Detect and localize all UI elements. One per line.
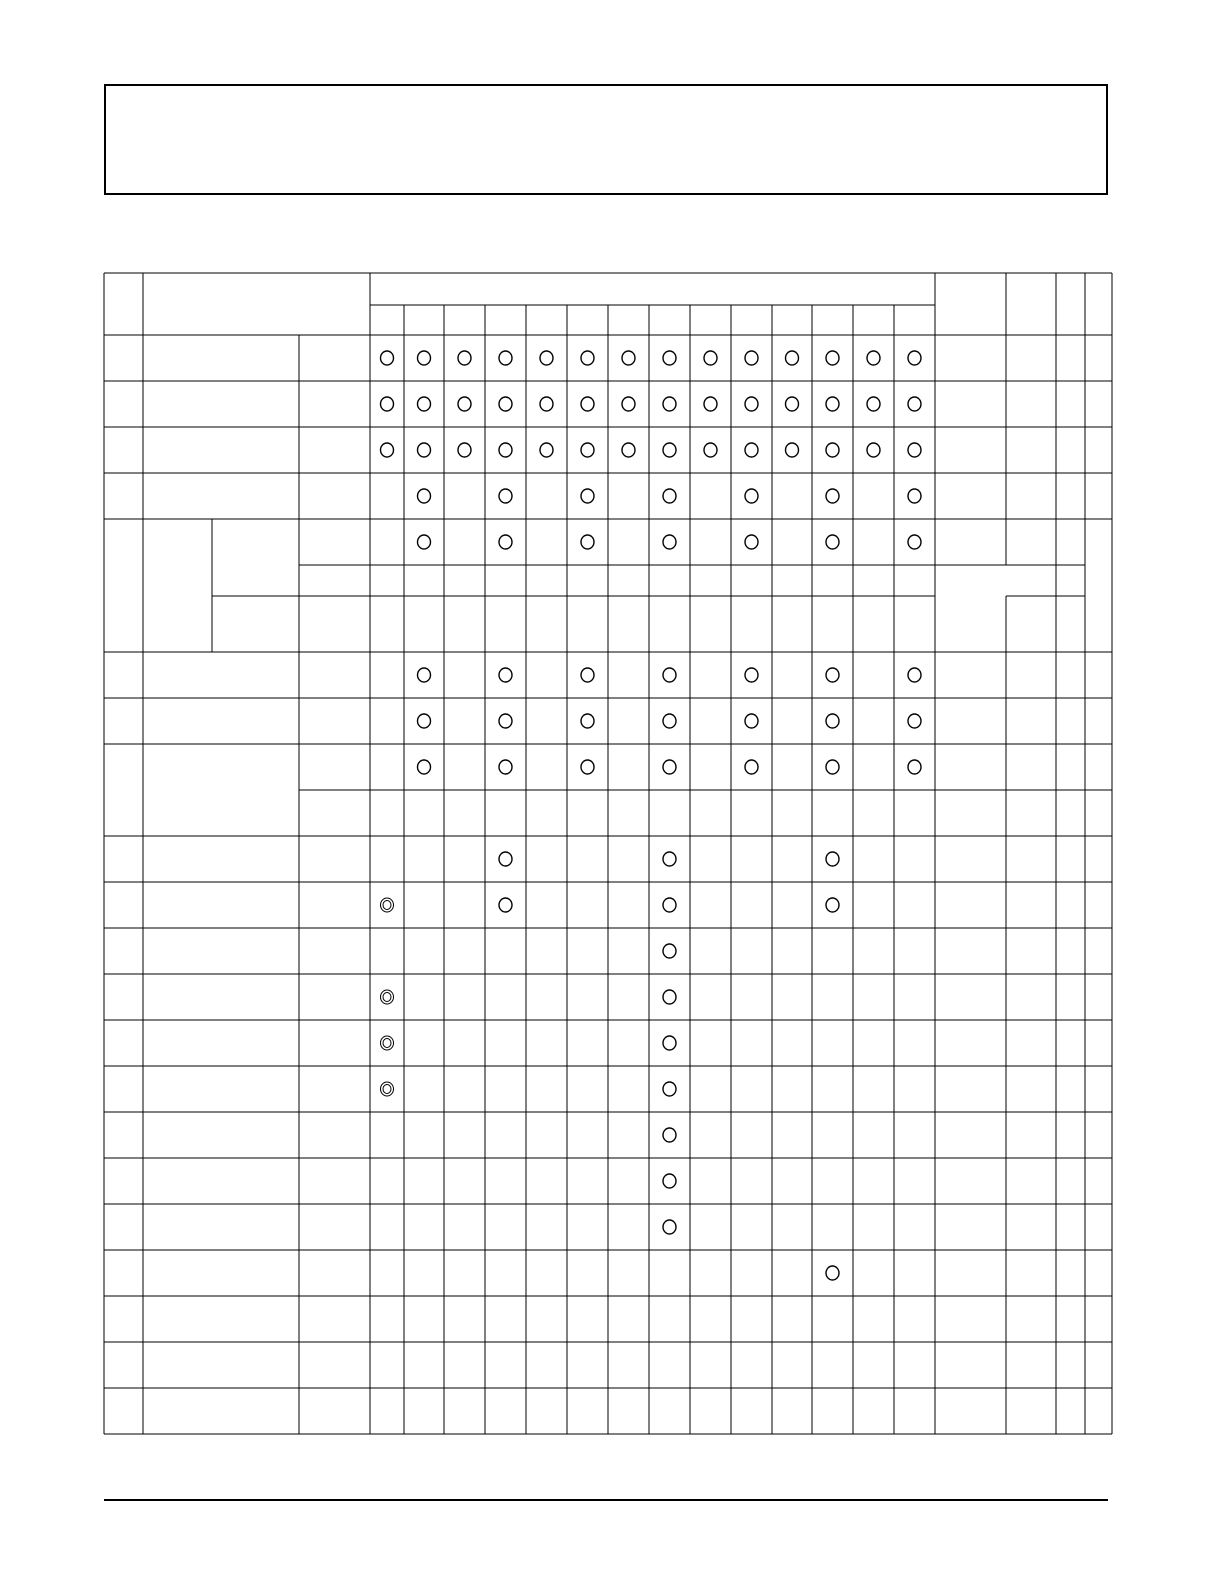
circle-mark	[663, 944, 676, 958]
circle-mark	[908, 668, 921, 682]
circle-mark	[540, 351, 553, 365]
circle-mark	[704, 397, 717, 411]
circle-mark	[663, 397, 676, 411]
circle-mark	[458, 397, 471, 411]
circle-mark	[581, 714, 594, 728]
circle-mark	[663, 668, 676, 682]
circle-mark	[418, 535, 431, 549]
circle-mark	[540, 443, 553, 457]
circle-mark	[908, 443, 921, 457]
table-marks	[381, 351, 922, 1280]
circle-mark	[745, 489, 758, 503]
circle-mark	[581, 535, 594, 549]
circle-mark	[908, 397, 921, 411]
circle-mark	[622, 397, 635, 411]
circle-mark	[786, 443, 799, 457]
circle-mark	[622, 351, 635, 365]
circle-mark	[622, 443, 635, 457]
circle-mark	[663, 1082, 676, 1096]
circle-mark	[826, 760, 839, 774]
circle-mark	[499, 668, 512, 682]
circle-mark	[663, 714, 676, 728]
circle-mark	[418, 668, 431, 682]
circle-mark	[581, 397, 594, 411]
circle-mark	[418, 397, 431, 411]
double-circle-mark	[381, 1082, 394, 1096]
circle-mark	[499, 443, 512, 457]
circle-mark	[908, 351, 921, 365]
circle-mark	[908, 535, 921, 549]
circle-mark	[581, 351, 594, 365]
circle-mark	[826, 714, 839, 728]
circle-mark	[826, 852, 839, 866]
circle-mark	[663, 1220, 676, 1234]
circle-mark	[381, 397, 394, 411]
circle-mark	[581, 443, 594, 457]
circle-mark	[458, 443, 471, 457]
circle-mark	[745, 668, 758, 682]
circle-mark	[663, 898, 676, 912]
circle-mark	[745, 397, 758, 411]
circle-mark	[745, 714, 758, 728]
circle-mark	[499, 535, 512, 549]
circle-mark	[663, 760, 676, 774]
circle-mark	[418, 489, 431, 503]
circle-mark	[826, 668, 839, 682]
circle-mark	[499, 760, 512, 774]
circle-mark	[499, 351, 512, 365]
circle-mark	[663, 1128, 676, 1142]
circle-mark	[867, 351, 880, 365]
circle-mark	[826, 351, 839, 365]
circle-mark	[458, 351, 471, 365]
circle-mark	[826, 898, 839, 912]
circle-mark	[786, 351, 799, 365]
table-grid-lines	[104, 273, 1112, 1434]
circle-mark	[663, 443, 676, 457]
circle-mark	[826, 443, 839, 457]
circle-mark	[418, 760, 431, 774]
double-circle-mark	[381, 1036, 394, 1050]
circle-mark	[704, 443, 717, 457]
circle-mark	[786, 397, 799, 411]
circle-mark	[663, 1036, 676, 1050]
circle-mark	[581, 489, 594, 503]
circle-mark	[826, 535, 839, 549]
circle-mark	[663, 990, 676, 1004]
circle-mark	[499, 714, 512, 728]
circle-mark	[540, 397, 553, 411]
circle-mark	[663, 852, 676, 866]
circle-mark	[908, 489, 921, 503]
circle-mark	[663, 489, 676, 503]
circle-mark	[418, 714, 431, 728]
circle-mark	[663, 351, 676, 365]
circle-mark	[908, 714, 921, 728]
circle-mark	[418, 351, 431, 365]
circle-mark	[663, 535, 676, 549]
circle-mark	[499, 397, 512, 411]
circle-mark	[867, 443, 880, 457]
circle-mark	[581, 760, 594, 774]
circle-mark	[581, 668, 594, 682]
circle-mark	[745, 535, 758, 549]
circle-mark	[826, 1266, 839, 1280]
footer-rule	[104, 1499, 1108, 1501]
circle-mark	[663, 1174, 676, 1188]
circle-mark	[826, 489, 839, 503]
circle-mark	[745, 351, 758, 365]
circle-mark	[499, 852, 512, 866]
circle-mark	[499, 898, 512, 912]
circle-mark	[381, 351, 394, 365]
circle-mark	[867, 397, 880, 411]
double-circle-mark	[381, 990, 394, 1004]
circle-mark	[418, 443, 431, 457]
circle-mark	[745, 760, 758, 774]
circle-mark	[704, 351, 717, 365]
circle-mark	[381, 443, 394, 457]
circle-mark	[499, 489, 512, 503]
circle-mark	[826, 397, 839, 411]
circle-mark	[745, 443, 758, 457]
circle-mark	[908, 760, 921, 774]
double-circle-mark	[381, 898, 394, 912]
